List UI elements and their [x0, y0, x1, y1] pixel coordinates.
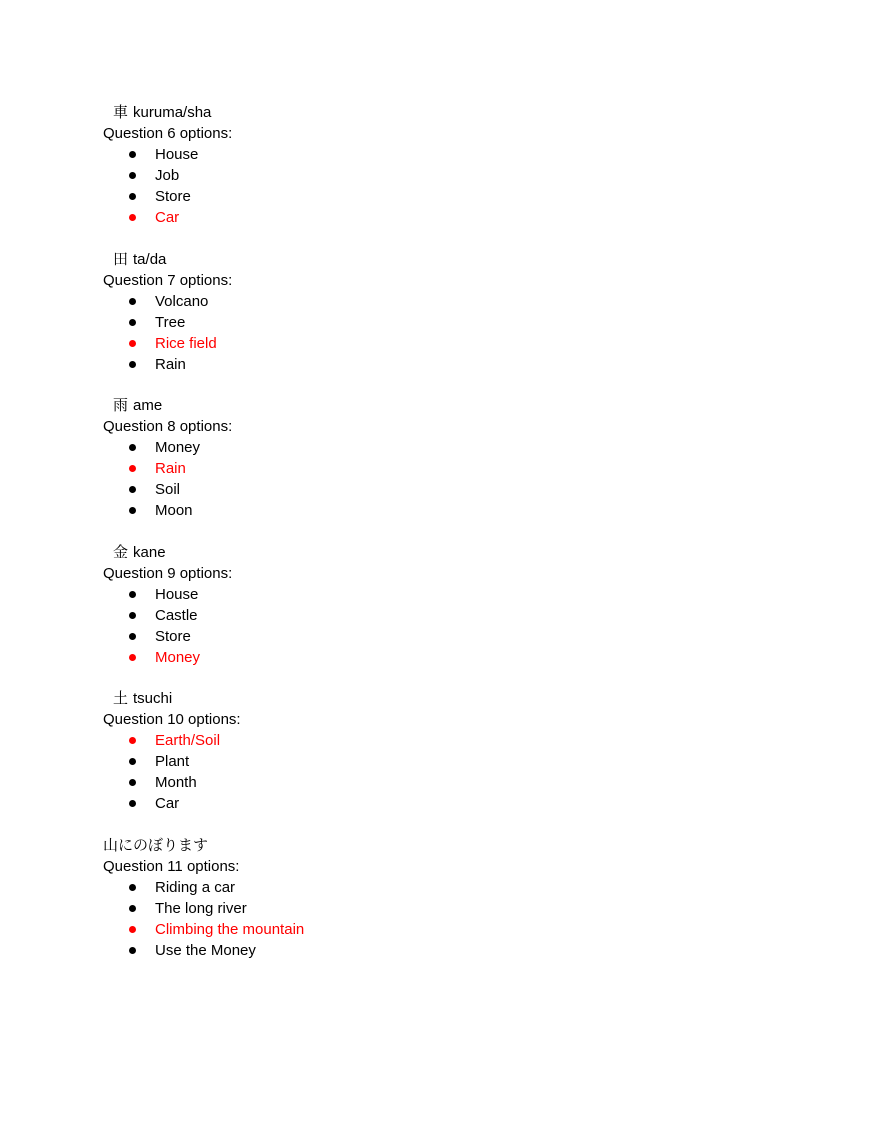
question-label: Question 9 options:: [103, 564, 233, 582]
option-item-correct[interactable]: [103, 333, 803, 354]
question-block-8: [103, 395, 803, 542]
option-item[interactable]: [103, 186, 803, 207]
bullet-icon: [129, 926, 136, 933]
kanji-text: 金: [113, 542, 129, 561]
bullet-icon: [129, 151, 136, 158]
option-text: Money: [155, 648, 201, 666]
option-item-correct[interactable]: [103, 458, 803, 479]
options-list: [103, 877, 803, 961]
bullet-icon: [129, 340, 136, 347]
option-item[interactable]: [103, 940, 803, 961]
kanji-text: 土: [113, 689, 129, 707]
option-item[interactable]: [103, 291, 803, 312]
question-block-10: [103, 688, 803, 835]
question-block-9: [103, 542, 803, 689]
option-text: Riding a car: [155, 878, 236, 896]
option-text: Store: [155, 188, 191, 205]
question-label: Question 6 options:: [103, 125, 233, 142]
vocab-title: [103, 102, 803, 123]
bullet-icon: [129, 737, 136, 744]
options-list: [103, 291, 803, 375]
vocab-title: [103, 395, 803, 416]
bullet-icon: [129, 591, 136, 598]
option-item[interactable]: [103, 626, 803, 647]
bullet-icon: [129, 612, 136, 619]
question-label: Question 10 options:: [103, 711, 241, 728]
option-item[interactable]: [103, 500, 803, 521]
option-text: Car: [155, 209, 180, 226]
option-item[interactable]: [103, 165, 803, 186]
vocab-title: [103, 542, 803, 563]
option-text: Rain: [155, 460, 186, 477]
bullet-icon: [129, 800, 136, 807]
bullet-icon: [129, 654, 136, 661]
option-item[interactable]: [103, 605, 803, 626]
option-item[interactable]: [103, 584, 803, 605]
bullet-icon: [129, 444, 136, 451]
bullet-icon: [129, 486, 136, 493]
option-item-correct[interactable]: [103, 919, 803, 940]
kanji-text: 雨: [113, 396, 129, 414]
bullet-icon: [129, 507, 136, 514]
kanji-text: 田: [113, 249, 129, 268]
option-text: Store: [155, 627, 191, 645]
option-text: Plant: [155, 753, 190, 770]
phrase-text: 山にのぼります: [103, 835, 209, 854]
reading-text: tsuchi: [133, 690, 173, 707]
option-item[interactable]: [103, 877, 803, 898]
bullet-icon: [129, 633, 136, 640]
vocab-title: [103, 249, 803, 270]
option-item[interactable]: [103, 312, 803, 333]
option-item[interactable]: [103, 898, 803, 919]
bullet-icon: [129, 758, 136, 765]
bullet-icon: [129, 172, 136, 179]
phrase-title: [103, 835, 803, 856]
reading-text: ta/da: [133, 250, 167, 268]
option-text: Tree: [155, 313, 186, 331]
option-item-correct[interactable]: [103, 730, 803, 751]
kanji-text: 車: [113, 103, 129, 121]
option-item[interactable]: [103, 772, 803, 793]
option-text: Castle: [155, 606, 198, 624]
option-item[interactable]: [103, 437, 803, 458]
option-text: Job: [155, 167, 180, 184]
option-text: Rain: [155, 355, 186, 373]
bullet-icon: [129, 319, 136, 326]
option-text: House: [155, 585, 199, 603]
bullet-icon: [129, 298, 136, 305]
bullet-icon: [129, 905, 136, 912]
option-item[interactable]: [103, 479, 803, 500]
options-list: [103, 730, 803, 814]
option-text: Climbing the mountain: [155, 920, 305, 938]
option-text: Money: [155, 439, 201, 456]
option-item-correct[interactable]: [103, 207, 803, 228]
bullet-icon: [129, 779, 136, 786]
bullet-icon: [129, 361, 136, 368]
option-text: Volcano: [155, 292, 209, 310]
question-label: Question 8 options:: [103, 418, 233, 435]
option-item-correct[interactable]: [103, 647, 803, 668]
bullet-icon: [129, 465, 136, 472]
vocab-title: [103, 688, 803, 709]
option-item[interactable]: [103, 144, 803, 165]
bullet-icon: [129, 947, 136, 954]
option-item[interactable]: [103, 751, 803, 772]
bullet-icon: [129, 884, 136, 891]
options-list: [103, 144, 803, 228]
reading-text: kuruma/sha: [133, 104, 212, 121]
option-text: Use the Money: [155, 941, 256, 959]
question-label: Question 7 options:: [103, 271, 233, 289]
option-text: Car: [155, 795, 180, 812]
bullet-icon: [129, 193, 136, 200]
question-label: Question 11 options:: [103, 857, 240, 875]
options-list: [103, 584, 803, 668]
option-text: Month: [155, 774, 197, 791]
options-list: [103, 437, 803, 521]
question-block-11: [103, 835, 803, 982]
quiz-content: [103, 102, 803, 981]
reading-text: ame: [133, 397, 163, 414]
option-item[interactable]: [103, 354, 803, 375]
option-text: Moon: [155, 502, 193, 519]
option-item[interactable]: [103, 793, 803, 814]
option-text: Earth/Soil: [155, 732, 221, 749]
option-text: Rice field: [155, 334, 217, 352]
option-text: Soil: [155, 481, 181, 498]
option-text: The long river: [155, 899, 247, 917]
reading-text: kane: [133, 543, 166, 561]
option-text: House: [155, 146, 199, 163]
bullet-icon: [129, 214, 136, 221]
question-block-6: [103, 102, 803, 249]
question-block-7: [103, 249, 803, 396]
